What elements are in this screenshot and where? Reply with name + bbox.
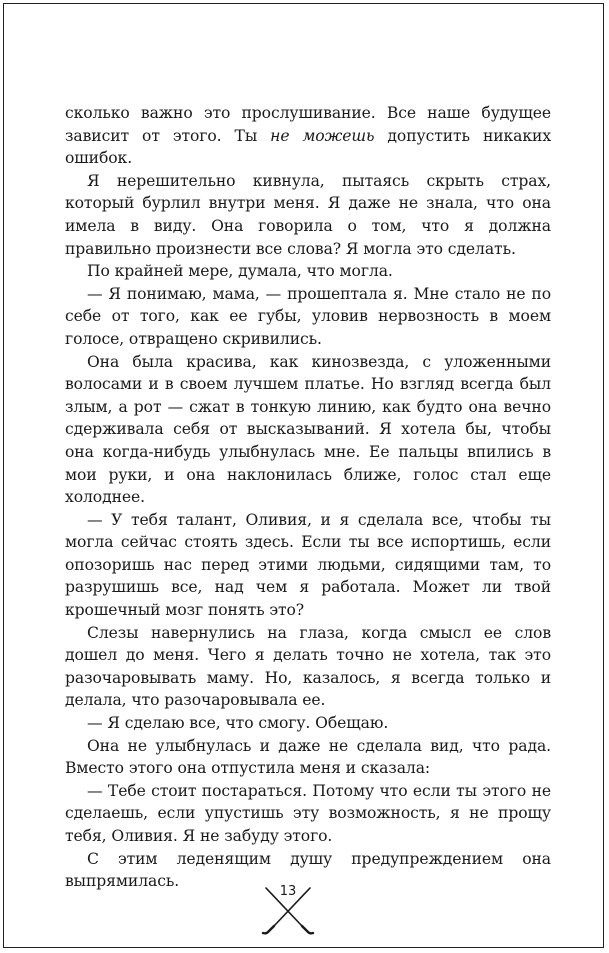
paragraph-text: Я нерешительно кивнула, пытаясь скрыть страх, который бурлил внутри меня. Я даже не знала, что она имела в виду. Она говорила о том, что я должна правильно произнести все слова? Я могла это сделать. (65, 171, 551, 258)
paragraph-text: Она не улыбнулась и даже не сделала вид, что рада. Вместо этого она отпустила меня и сказала: (65, 736, 551, 778)
paragraph-text: — У тебя талант, Оливия, и я сделала все, чтобы ты могла сейчас стоять здесь. Если ты все испортишь, если опозоришь нас перед этими людьми, сидящими там, то разрушишь все, над чем я работала. Может ли твой крошечный мозг понять это? (65, 510, 551, 620)
paragraph (65, 509, 551, 622)
paragraph (65, 712, 551, 735)
paragraph (65, 735, 551, 780)
body-text (65, 102, 551, 893)
paragraph (65, 170, 551, 260)
paragraph (65, 102, 551, 170)
emphasis-text: не можешь (270, 126, 375, 145)
paragraph (65, 351, 551, 509)
paragraph-text: допустить никаких ошибок. (65, 126, 552, 168)
paragraph-text: — Я понимаю, мама, — прошептала я. Мне стало не по себе от того, как ее губы, уловив нервозность в моем голосе, отвращено скривились. (65, 284, 551, 348)
page-frame (3, 3, 604, 948)
paragraph-text: По крайней мере, думала, что могла. (87, 262, 393, 281)
paragraph-text: сколько важно это прослушивание. Все наше будущее зависит от этого. Ты (65, 104, 551, 145)
page-footer (258, 882, 318, 938)
page-number: 13 (279, 884, 297, 899)
paragraph-text: Слезы навернулись на глаза, когда смысл ее слов дошел до меня. Чего я делать точно не хотела, так это разочаровывать маму. Но, казалось, я всегда только и делала, что разочаровывала ее. (65, 623, 551, 710)
paragraph-text: — Я сделаю все, что смогу. Обещаю. (87, 714, 389, 733)
paragraph (65, 780, 551, 848)
paragraph-text: Она была красива, как кинозвезда, с уложенными волосами и в своем лучшем платье. Но взгляд всегда был злым, а рот — сжат в тонкую линию, как будто она вечно сдерживала себя от высказываний. Я хотела бы, чтобы она когда-нибудь улыбнулась мне. Ее пальцы впились в мои руки, и она наклонилась ближе, голос стал еще холоднее. (65, 352, 551, 507)
paragraph (65, 622, 551, 712)
paragraph (65, 260, 551, 283)
paragraph-text: С этим леденящим душу предупреждением она выпрямилась. (65, 849, 551, 891)
paragraph (65, 283, 551, 351)
paragraph-text: — Тебе стоит постараться. Потому что если ты этого не сделаешь, если упустишь эту возможность, я не прощу тебя, Оливия. Я не забуду этого. (65, 781, 551, 845)
